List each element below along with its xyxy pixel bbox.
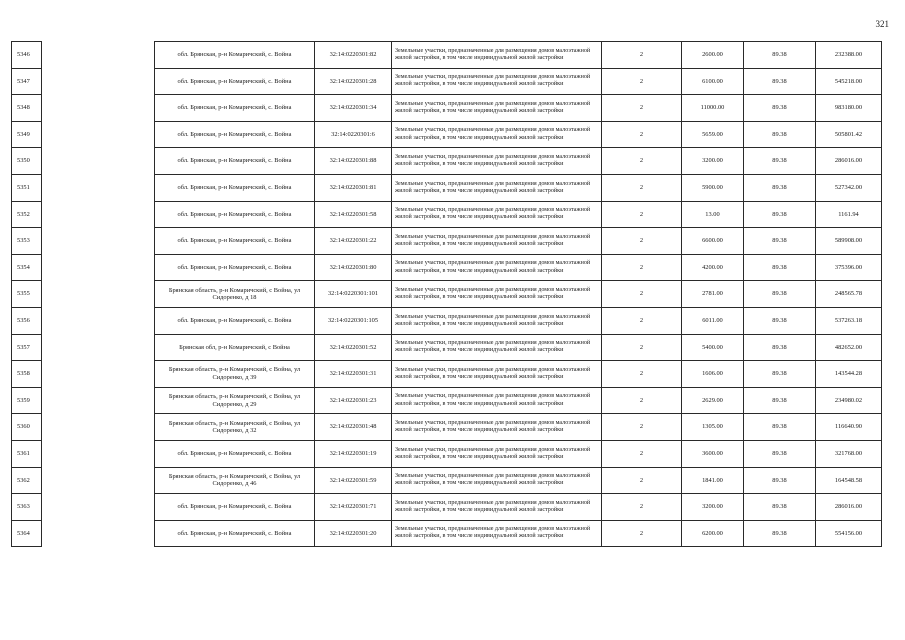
rate-cell: 89.38 [744,440,816,467]
cadastral-value-cell: 286016.00 [816,494,882,521]
land-use-cell: Земельные участки, предназначенные для размещения домов малоэтажной жилой застройки, в том числе индивидуальной жилой застройки [392,494,602,521]
rate-cell: 89.38 [744,174,816,201]
rate-cell: 89.38 [744,228,816,255]
cadastral-number-cell: 32:14:0220301:34 [315,95,392,122]
cadastral-number-cell: 32:14:0220301:81 [315,174,392,201]
row-number: 5354 [12,254,42,281]
zone-cell: 2 [602,361,682,388]
rate-cell: 89.38 [744,281,816,308]
rate-cell: 89.38 [744,42,816,69]
address-cell: Брянская область, р-н Комаричский, с Война, ул Сидоренко, д 46 [155,467,315,494]
empty-cell [42,467,155,494]
cadastral-value-cell: 164548.58 [816,467,882,494]
rate-cell: 89.38 [744,95,816,122]
empty-cell [42,42,155,69]
land-use-cell: Земельные участки, предназначенные для размещения домов малоэтажной жилой застройки, в том числе индивидуальной жилой застройки [392,228,602,255]
table-row [12,148,882,175]
cadastral-number-cell: 32:14:0220301:101 [315,281,392,308]
cadastral-value-cell: 537263.18 [816,307,882,334]
address-cell: обл. Брянская, р-н Комаричский, с. Война [155,42,315,69]
table-row [12,174,882,201]
row-number: 5357 [12,334,42,361]
land-use-cell: Земельные участки, предназначенные для размещения домов малоэтажной жилой застройки, в том числе индивидуальной жилой застройки [392,42,602,69]
area-cell: 1841.00 [682,467,744,494]
land-use-cell: Земельные участки, предназначенные для размещения домов малоэтажной жилой застройки, в том числе индивидуальной жилой застройки [392,361,602,388]
zone-cell: 2 [602,494,682,521]
zone-cell: 2 [602,254,682,281]
rate-cell: 89.38 [744,467,816,494]
land-use-cell: Земельные участки, предназначенные для размещения домов малоэтажной жилой застройки, в том числе индивидуальной жилой застройки [392,387,602,414]
table-row [12,121,882,148]
address-cell: обл. Брянская, р-н Комаричский, с. Война [155,95,315,122]
cadastral-value-cell: 505801.42 [816,121,882,148]
row-number: 5362 [12,467,42,494]
rate-cell: 89.38 [744,520,816,547]
table-row [12,307,882,334]
land-use-cell: Земельные участки, предназначенные для размещения домов малоэтажной жилой застройки, в том числе индивидуальной жилой застройки [392,121,602,148]
table-row [12,68,882,95]
row-number: 5360 [12,414,42,441]
area-cell: 13.00 [682,201,744,228]
cadastral-value-cell: 248565.78 [816,281,882,308]
table-row [12,281,882,308]
rate-cell: 89.38 [744,307,816,334]
row-number: 5358 [12,361,42,388]
cadastral-number-cell: 32:14:0220301:19 [315,440,392,467]
cadastral-number-cell: 32:14:0220301:20 [315,520,392,547]
cadastral-value-cell: 116640.90 [816,414,882,441]
area-cell: 6600.00 [682,228,744,255]
address-cell: обл. Брянская, р-н Комаричский, с. Война [155,201,315,228]
table-row [12,361,882,388]
cadastral-value-cell: 545218.00 [816,68,882,95]
land-use-cell: Земельные участки, предназначенные для размещения домов малоэтажной жилой застройки, в том числе индивидуальной жилой застройки [392,254,602,281]
cadastral-value-cell: 232388.00 [816,42,882,69]
address-cell: обл. Брянская, р-н Комаричский, с. Война [155,494,315,521]
land-use-cell: Земельные участки, предназначенные для размещения домов малоэтажной жилой застройки, в том числе индивидуальной жилой застройки [392,95,602,122]
row-number: 5350 [12,148,42,175]
land-use-cell: Земельные участки, предназначенные для размещения домов малоэтажной жилой застройки, в том числе индивидуальной жилой застройки [392,334,602,361]
table-body [12,42,882,547]
row-number: 5356 [12,307,42,334]
land-use-cell: Земельные участки, предназначенные для размещения домов малоэтажной жилой застройки, в том числе индивидуальной жилой застройки [392,440,602,467]
row-number: 5355 [12,281,42,308]
zone-cell: 2 [602,520,682,547]
empty-cell [42,414,155,441]
empty-cell [42,520,155,547]
table-row [12,387,882,414]
zone-cell: 2 [602,387,682,414]
rate-cell: 89.38 [744,387,816,414]
zone-cell: 2 [602,68,682,95]
land-use-cell: Земельные участки, предназначенные для размещения домов малоэтажной жилой застройки, в том числе индивидуальной жилой застройки [392,467,602,494]
empty-cell [42,201,155,228]
empty-cell [42,334,155,361]
address-cell: обл. Брянская, р-н Комаричский, с. Война [155,520,315,547]
cadastral-number-cell: 32:14:0220301:59 [315,467,392,494]
zone-cell: 2 [602,174,682,201]
zone-cell: 2 [602,440,682,467]
row-number: 5349 [12,121,42,148]
address-cell: Брянская область, р-н Комаричский, с Война, ул Сидоренко, д 32 [155,414,315,441]
land-use-cell: Земельные участки, предназначенные для размещения домов малоэтажной жилой застройки, в том числе индивидуальной жилой застройки [392,148,602,175]
address-cell: Брянская область, р-н Комаричский, с Война, ул Сидоренко, д 29 [155,387,315,414]
address-cell: Брянская область, р-н Комаричский, с Война, ул Сидоренко, д 39 [155,361,315,388]
empty-cell [42,281,155,308]
empty-cell [42,148,155,175]
empty-cell [42,494,155,521]
land-cadastral-value-table [11,41,882,547]
area-cell: 2600.00 [682,42,744,69]
empty-cell [42,361,155,388]
address-cell: Брянская обл, р-н Комаричский, с Война [155,334,315,361]
cadastral-number-cell: 32:14:0220301:22 [315,228,392,255]
land-use-cell: Земельные участки, предназначенные для размещения домов малоэтажной жилой застройки, в том числе индивидуальной жилой застройки [392,201,602,228]
page-number: 321 [875,19,889,29]
cadastral-number-cell: 32:14:0220301:31 [315,361,392,388]
area-cell: 6100.00 [682,68,744,95]
cadastral-number-cell: 32:14:0220301:58 [315,201,392,228]
rate-cell: 89.38 [744,254,816,281]
land-use-cell: Земельные участки, предназначенные для размещения домов малоэтажной жилой застройки, в том числе индивидуальной жилой застройки [392,68,602,95]
table-row [12,520,882,547]
area-cell: 2781.00 [682,281,744,308]
area-cell: 6011.00 [682,307,744,334]
land-use-cell: Земельные участки, предназначенные для размещения домов малоэтажной жилой застройки, в том числе индивидуальной жилой застройки [392,174,602,201]
table-row [12,228,882,255]
empty-cell [42,68,155,95]
cadastral-number-cell: 32:14:0220301:105 [315,307,392,334]
cadastral-number-cell: 32:14:0220301:48 [315,414,392,441]
area-cell: 4200.00 [682,254,744,281]
zone-cell: 2 [602,281,682,308]
land-use-cell: Земельные участки, предназначенные для размещения домов малоэтажной жилой застройки, в том числе индивидуальной жилой застройки [392,520,602,547]
cadastral-number-cell: 32:14:0220301:88 [315,148,392,175]
rate-cell: 89.38 [744,361,816,388]
table-row [12,334,882,361]
row-number: 5346 [12,42,42,69]
cadastral-value-cell: 375396.00 [816,254,882,281]
empty-cell [42,228,155,255]
row-number: 5364 [12,520,42,547]
area-cell: 11000.00 [682,95,744,122]
rate-cell: 89.38 [744,148,816,175]
row-number: 5361 [12,440,42,467]
area-cell: 5900.00 [682,174,744,201]
empty-cell [42,387,155,414]
row-number: 5359 [12,387,42,414]
cadastral-value-cell: 286016.00 [816,148,882,175]
cadastral-value-cell: 143544.28 [816,361,882,388]
area-cell: 5659.00 [682,121,744,148]
zone-cell: 2 [602,201,682,228]
address-cell: Брянская область, р-н Комаричский, с Война, ул Сидоренко, д 18 [155,281,315,308]
area-cell: 3600.00 [682,440,744,467]
address-cell: обл. Брянская, р-н Комаричский, с. Война [155,68,315,95]
address-cell: обл. Брянская, р-н Комаричский, с. Война [155,174,315,201]
cadastral-number-cell: 32:14:0220301:80 [315,254,392,281]
table-row [12,95,882,122]
cadastral-value-cell: 554156.00 [816,520,882,547]
area-cell: 1305.00 [682,414,744,441]
rate-cell: 89.38 [744,201,816,228]
rate-cell: 89.38 [744,68,816,95]
address-cell: обл. Брянская, р-н Комаричский, с. Война [155,307,315,334]
zone-cell: 2 [602,307,682,334]
row-number: 5352 [12,201,42,228]
rate-cell: 89.38 [744,414,816,441]
table-row [12,42,882,69]
zone-cell: 2 [602,414,682,441]
cadastral-value-cell: 589908.00 [816,228,882,255]
area-cell: 3200.00 [682,494,744,521]
cadastral-value-cell: 527342.00 [816,174,882,201]
empty-cell [42,254,155,281]
table-row [12,254,882,281]
cadastral-value-cell: 983180.00 [816,95,882,122]
rate-cell: 89.38 [744,494,816,521]
address-cell: обл. Брянская, р-н Комаричский, с. Война [155,148,315,175]
address-cell: обл. Брянская, р-н Комаричский, с. Война [155,228,315,255]
row-number: 5351 [12,174,42,201]
zone-cell: 2 [602,148,682,175]
table-row [12,467,882,494]
address-cell: обл. Брянская, р-н Комаричский, с. Война [155,440,315,467]
table-row [12,414,882,441]
table-row [12,440,882,467]
empty-cell [42,174,155,201]
empty-cell [42,121,155,148]
table-row [12,201,882,228]
empty-cell [42,440,155,467]
table-row [12,494,882,521]
row-number: 5348 [12,95,42,122]
zone-cell: 2 [602,42,682,69]
cadastral-number-cell: 32:14:0220301:23 [315,387,392,414]
land-use-cell: Земельные участки, предназначенные для размещения домов малоэтажной жилой застройки, в том числе индивидуальной жилой застройки [392,414,602,441]
area-cell: 2629.00 [682,387,744,414]
rate-cell: 89.38 [744,334,816,361]
cadastral-number-cell: 32:14:0220301:52 [315,334,392,361]
zone-cell: 2 [602,121,682,148]
cadastral-number-cell: 32:14:0220301:71 [315,494,392,521]
cadastral-number-cell: 32:14:0220301:82 [315,42,392,69]
land-use-cell: Земельные участки, предназначенные для размещения домов малоэтажной жилой застройки, в том числе индивидуальной жилой застройки [392,281,602,308]
area-cell: 1606.00 [682,361,744,388]
cadastral-value-cell: 234980.02 [816,387,882,414]
cadastral-number-cell: 32:14:0220301:28 [315,68,392,95]
zone-cell: 2 [602,467,682,494]
cadastral-value-cell: 1161.94 [816,201,882,228]
area-cell: 6200.00 [682,520,744,547]
area-cell: 3200.00 [682,148,744,175]
cadastral-value-cell: 321768.00 [816,440,882,467]
row-number: 5353 [12,228,42,255]
land-use-cell: Земельные участки, предназначенные для размещения домов малоэтажной жилой застройки, в том числе индивидуальной жилой застройки [392,307,602,334]
address-cell: обл. Брянская, р-н Комаричский, с. Война [155,254,315,281]
cadastral-value-cell: 482652.00 [816,334,882,361]
rate-cell: 89.38 [744,121,816,148]
zone-cell: 2 [602,228,682,255]
area-cell: 5400.00 [682,334,744,361]
cadastral-number-cell: 32:14:0220301:6 [315,121,392,148]
zone-cell: 2 [602,334,682,361]
row-number: 5363 [12,494,42,521]
empty-cell [42,95,155,122]
zone-cell: 2 [602,95,682,122]
address-cell: обл. Брянская, р-н Комаричский, с. Война [155,121,315,148]
empty-cell [42,307,155,334]
row-number: 5347 [12,68,42,95]
